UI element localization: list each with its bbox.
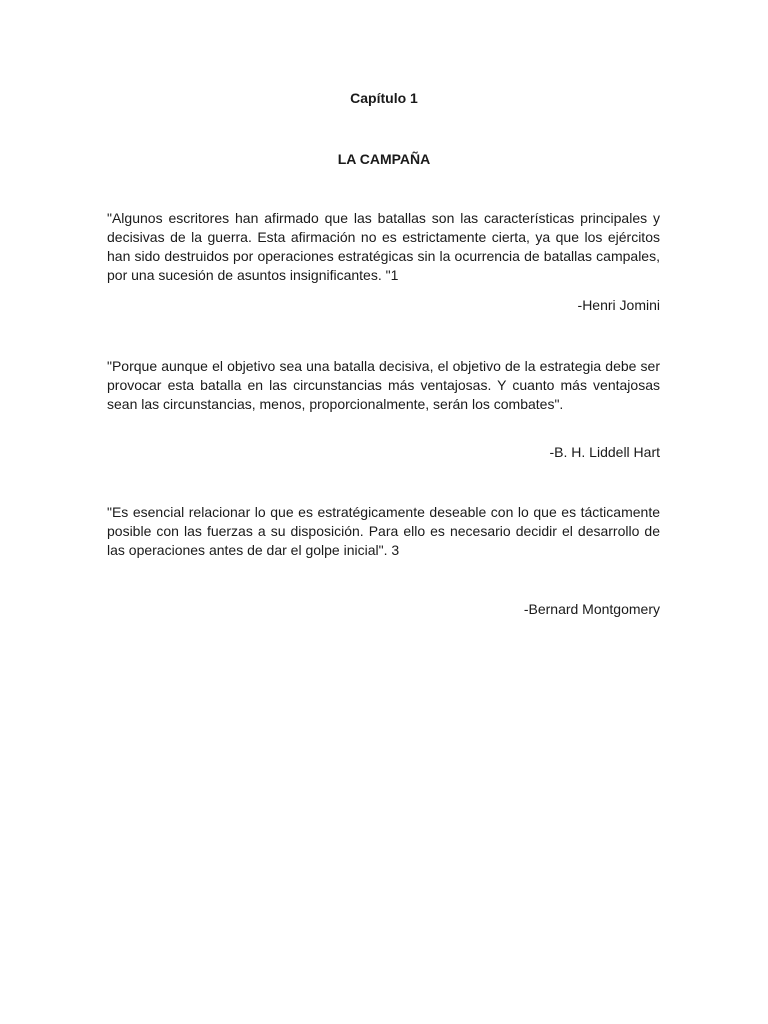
page-title: LA CAMPAÑA bbox=[337, 151, 431, 167]
quote-jomini: "Algunos escritores han afirmado que las batallas son las características principales y decisivas de la guerra. Esta afirmación no es estrictamente cierta, ya que los ejércitos han sido destruidos por operaciones estratégicas sin la ocurrencia de batallas campales, por una sucesión de asuntos insignificantes. "1 bbox=[107, 210, 660, 283]
quote-author-jomini: -Henri Jomini bbox=[577, 297, 660, 313]
chapter-heading: Capítulo 1 bbox=[350, 90, 418, 106]
quote-author-liddell-hart: -B. H. Liddell Hart bbox=[549, 444, 660, 460]
quote-montgomery: "Es esencial relacionar lo que es estratégicamente deseable con lo que es tácticamente posible con las fuerzas a su disposición. Para ello es necesario decidir el desarrollo de las operaciones antes de dar el golpe inicial". 3 bbox=[107, 504, 660, 558]
quote-liddell-hart: "Porque aunque el objetivo sea una batalla decisiva, el objetivo de la estrategia debe ser provocar esta batalla en las circunstancias más ventajosas. Y cuanto más ventajosas sean las circunstancias, menos, proporcionalmente, serán los combates". bbox=[107, 358, 660, 412]
quote-author-montgomery: -Bernard Montgomery bbox=[523, 601, 660, 617]
